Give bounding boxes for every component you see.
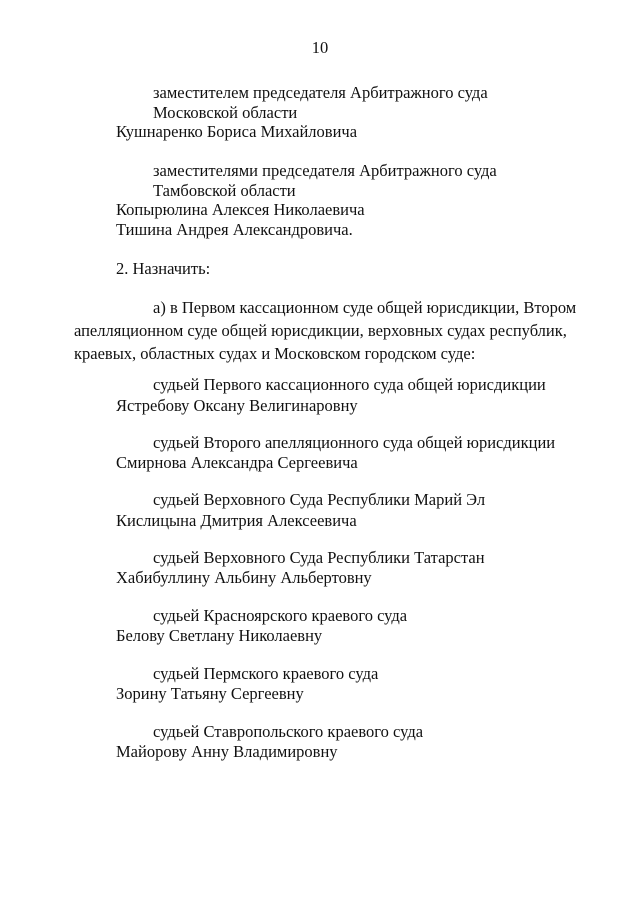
section-heading: 2. Назначить: bbox=[116, 259, 211, 278]
person-name: Тишина Андрея Александровича. bbox=[116, 220, 353, 239]
intro-paragraph bbox=[74, 296, 577, 365]
appointment-role: судьей Верховного Суда Республики Марий Эл bbox=[153, 490, 486, 509]
deputies-role-line-2: Тамбовской области bbox=[153, 181, 296, 200]
appointment-role: судьей Красноярского краевого суда bbox=[153, 606, 408, 625]
intro-line: краевых, областных судах и Московском городском суде: bbox=[74, 344, 476, 363]
person-name: Кушнаренко Бориса Михайловича bbox=[116, 122, 358, 141]
appointment-name: Зорину Татьяну Сергеевну bbox=[116, 684, 304, 703]
appointment-name: Хабибуллину Альбину Альбертовну bbox=[116, 568, 372, 587]
deputies-role-line-1: заместителями председателя Арбитражного суда bbox=[153, 161, 497, 180]
appointment-role: судьей Ставропольского краевого суда bbox=[153, 722, 424, 741]
appointment-name: Ястребову Оксану Велигинаровну bbox=[116, 396, 358, 415]
page-number: 10 bbox=[311, 38, 329, 57]
intro-line: апелляционном суде общей юрисдикции, верховных судах республик, bbox=[74, 321, 567, 340]
appointment-role: судьей Верховного Суда Республики Татарстан bbox=[153, 548, 485, 567]
appointment-name: Кислицына Дмитрия Алексеевича bbox=[116, 511, 357, 530]
appointment-role: судьей Пермского краевого суда bbox=[153, 664, 379, 683]
deputy-role-line-1: заместителем председателя Арбитражного суда bbox=[153, 83, 488, 102]
person-name: Копырюлина Алексея Николаевича bbox=[116, 200, 365, 219]
deputy-role-line-2: Московской области bbox=[153, 103, 298, 122]
appointment-role: судьей Второго апелляционного суда общей юрисдикции bbox=[153, 433, 556, 452]
appointment-role: судьей Первого кассационного суда общей юрисдикции bbox=[153, 375, 546, 394]
appointment-name: Майорову Анну Владимировну bbox=[116, 742, 338, 761]
intro-line: а) в Первом кассационном суде общей юрисдикции, Втором bbox=[153, 298, 577, 317]
appointment-name: Белову Светлану Николаевну bbox=[116, 626, 323, 645]
appointment-name: Смирнова Александра Сергеевича bbox=[116, 453, 358, 472]
